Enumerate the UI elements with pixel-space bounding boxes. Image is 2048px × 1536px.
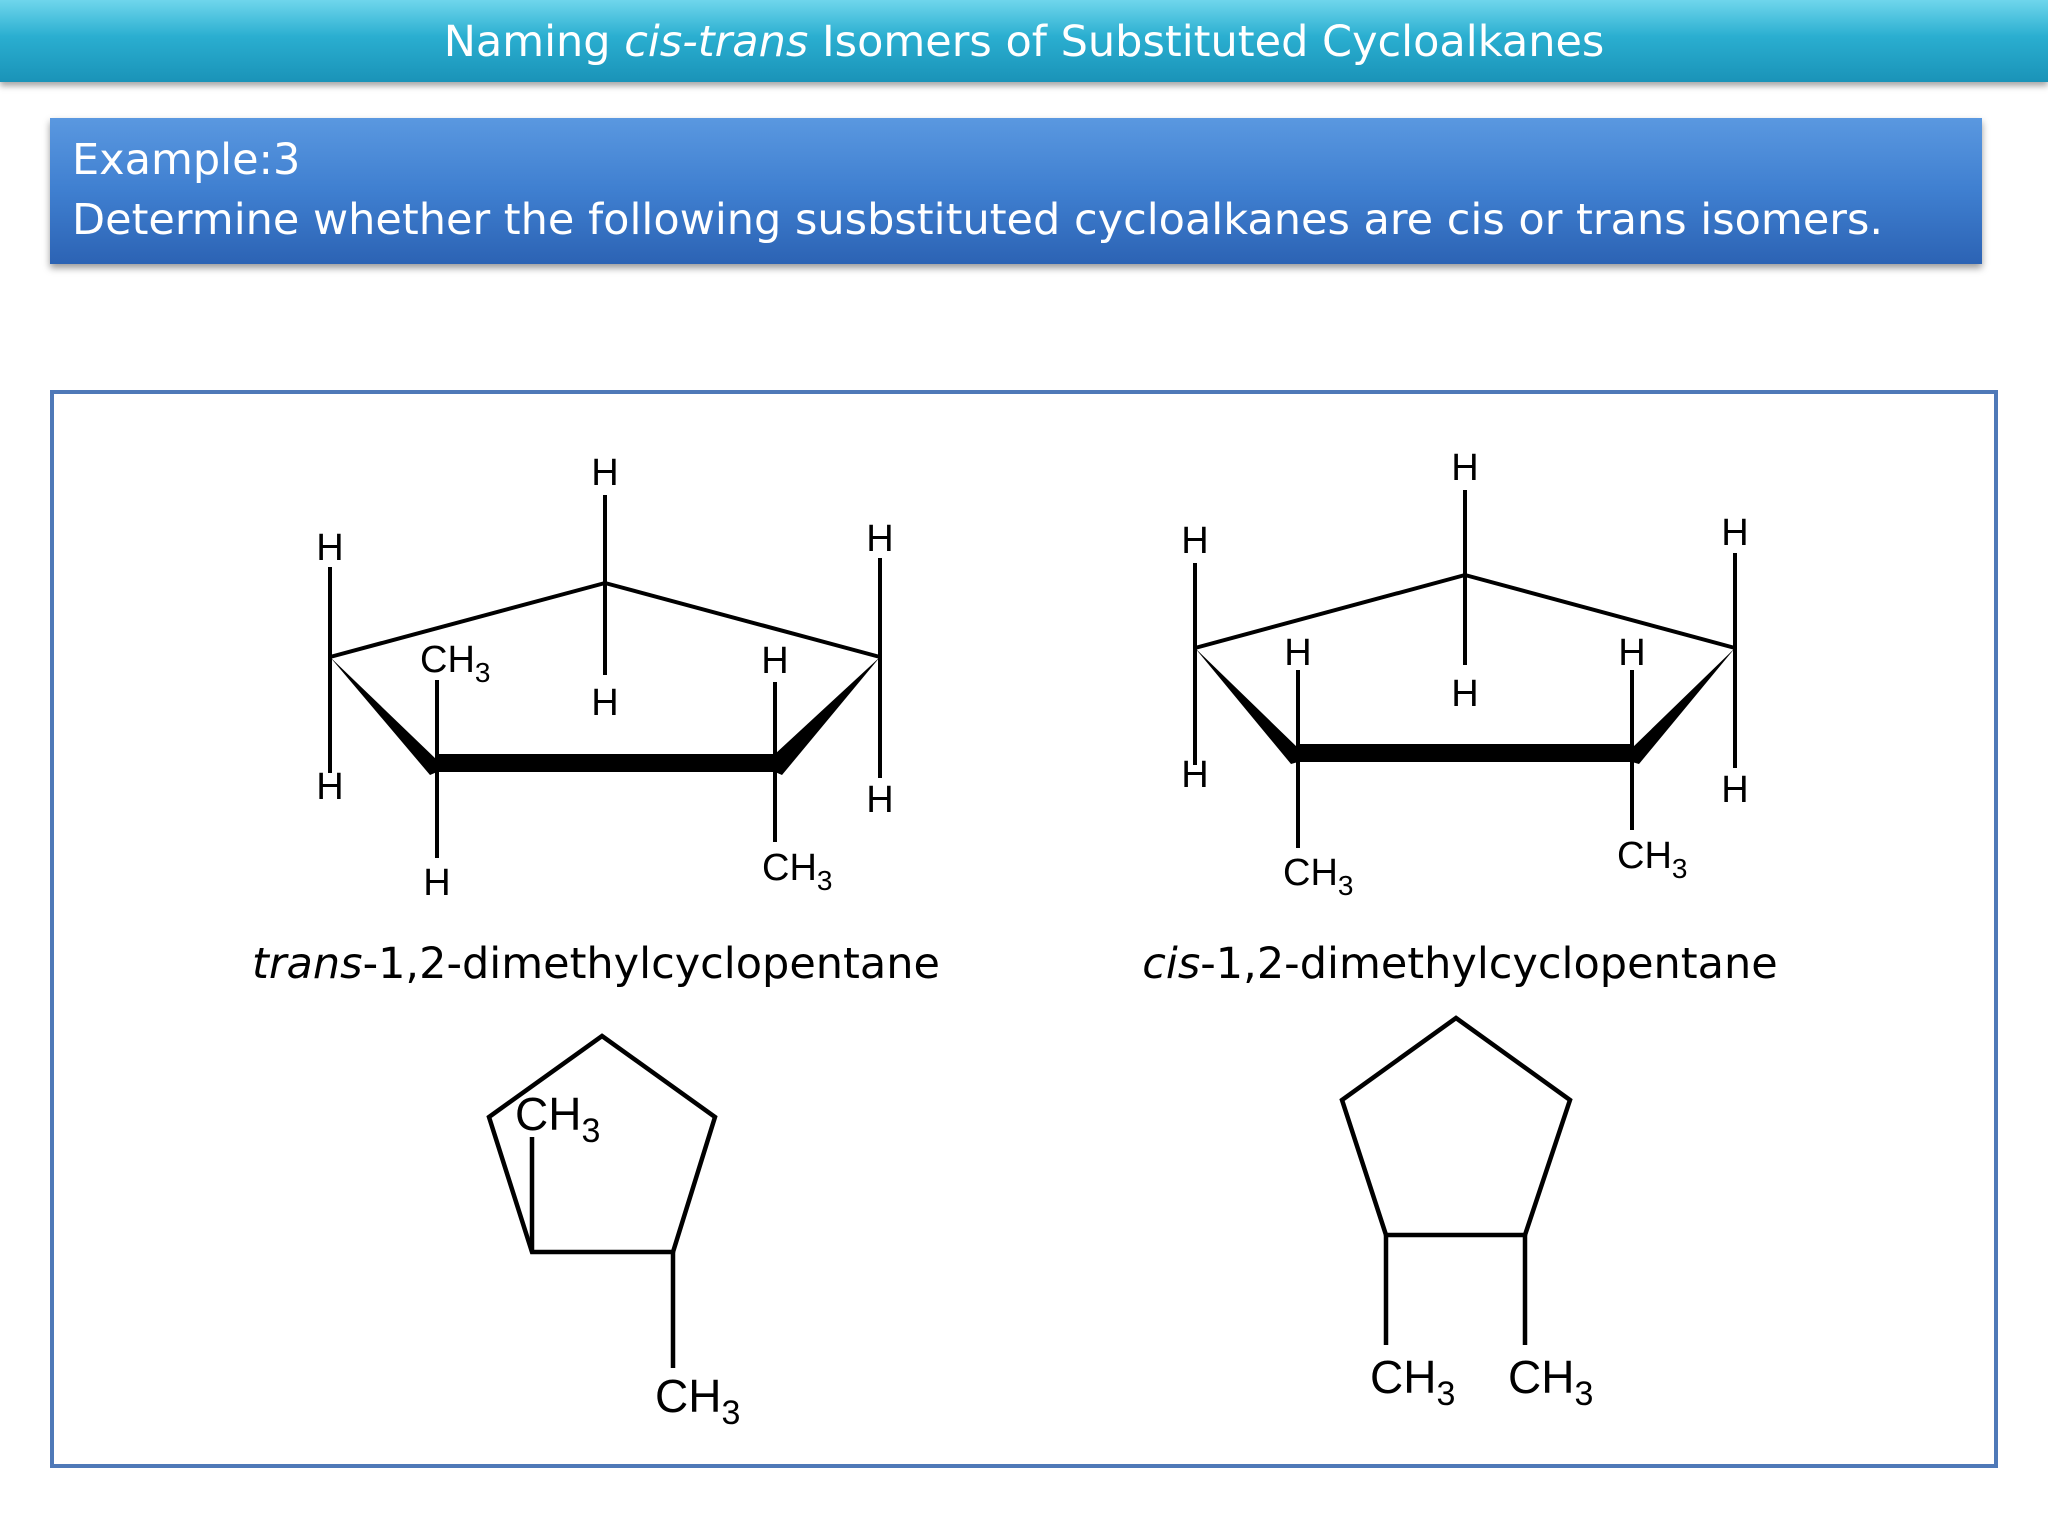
methyl-label: $CH_3$ (655, 1370, 741, 1432)
ring-bond (605, 583, 880, 657)
compound-name: cis-1,2-dimethylcyclopentane (1142, 939, 1778, 989)
trans-haworth-structure (252, 452, 940, 989)
wedge-bond (1195, 648, 1298, 764)
trans-skeletal-structure (489, 1036, 740, 1432)
title-italic: cis-trans (624, 17, 809, 67)
cis-haworth-structure (1142, 447, 1777, 989)
hydrogen-label: H (1181, 754, 1209, 796)
hydrogen-label: H (1451, 673, 1479, 715)
hydrogen-label: H (1721, 512, 1749, 554)
title-prefix: Naming (443, 17, 625, 67)
hydrogen-label: H (1451, 447, 1479, 489)
title-suffix: Isomers of Substituted Cycloalkanes (808, 17, 1605, 67)
pentagon-ring (1342, 1018, 1570, 1235)
hydrogen-label: H (1284, 632, 1312, 674)
hydrogen-label: H (591, 452, 619, 494)
bold-front-bond (1298, 744, 1632, 762)
methyl-label: $CH_3$ (1617, 835, 1688, 884)
hydrogen-label: H (1181, 520, 1209, 562)
methyl-label: $CH_3$ (1370, 1351, 1456, 1413)
hydrogen-label: H (423, 862, 451, 904)
cis-skeletal-structure (1342, 1018, 1593, 1413)
methyl-label: $CH_3$ (420, 639, 491, 688)
ring-bond (1195, 575, 1465, 648)
methyl-label: $CH_3$ (762, 847, 833, 896)
wedge-bond (775, 657, 880, 775)
bold-front-bond (437, 754, 775, 772)
hydrogen-label: H (591, 682, 619, 724)
hydrogen-label: H (316, 527, 344, 569)
hydrogen-label: H (761, 640, 789, 682)
example-question: Determine whether the following susbstituted cycloalkanes are cis or trans isomers. (72, 195, 1884, 245)
hydrogen-label: H (1618, 632, 1646, 674)
hydrogen-label: H (866, 518, 894, 560)
methyl-label: $CH_3$ (515, 1088, 601, 1150)
hydrogen-label: H (866, 779, 894, 821)
wedge-bond (1632, 648, 1735, 764)
compound-name: trans-1,2-dimethylcyclopentane (252, 939, 940, 989)
methyl-label: $CH_3$ (1508, 1351, 1594, 1413)
hydrogen-label: H (316, 766, 344, 808)
pentagon-ring (489, 1036, 715, 1252)
methyl-label: $CH_3$ (1283, 852, 1354, 901)
hydrogen-label: H (1721, 769, 1749, 811)
example-label: Example:3 (72, 135, 301, 185)
ring-bond (1465, 575, 1735, 648)
